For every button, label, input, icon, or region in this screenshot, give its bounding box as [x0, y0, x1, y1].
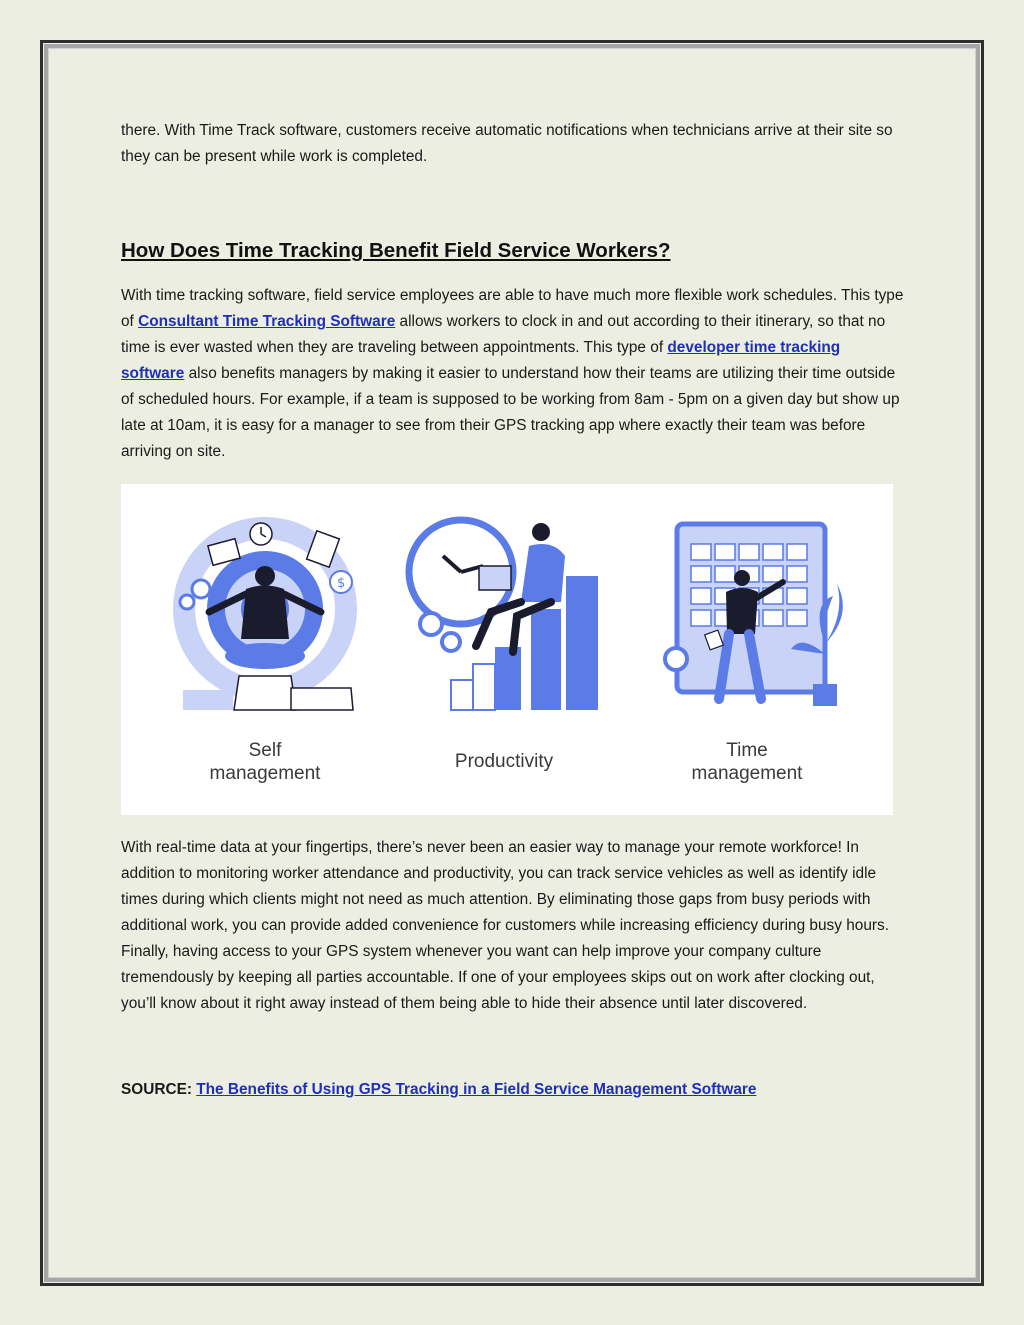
caption-time-management	[647, 739, 847, 785]
source-line	[121, 1077, 906, 1103]
caption-time-management-line1: Time	[726, 740, 768, 761]
consultant-time-tracking-link[interactable]: Consultant Time Tracking Software	[138, 313, 396, 330]
time-management-illustration	[121, 484, 893, 815]
intro-paragraph: there. With Time Track software, customers receive automatic notifications when technicians arrive at their site so they can be present while work is completed.	[121, 122, 893, 165]
benefits-text-3: also benefits managers by making it easier to understand how their teams are utilizing their time outside of scheduled hours. For example, if a team is supposed to be working from 8am - 5pm on a given day but show up late at 10am, it is easy for a manager to see from their GPS tracking app where exactly their team was before arriving on site.	[121, 365, 900, 460]
benefits-paragraph	[121, 283, 906, 465]
realtime-data-paragraph: With real-time data at your fingertips, there’s never been an easier way to manage your remote workforce! In addition to monitoring worker attendance and productivity, you can track service vehicles as well as identify idle times during which clients might not need as much attention. By eliminating those gaps from busy periods with additional work, you can provide added convenience for customers while increasing efficiency during busy hours. Finally, having access to your GPS system whenever you want can help improve your company culture tremendously by keeping all parties accountable. If one of your employees skips out on work after clocking out, you’ll know about it right away instead of them being able to hide their absence until later discovered.	[121, 839, 889, 1012]
caption-self-management	[165, 739, 365, 785]
time-management-calendar-illustration	[665, 524, 843, 706]
caption-self-management-line2: management	[209, 763, 321, 784]
section-heading: How Does Time Tracking Benefit Field Service Workers?	[121, 239, 671, 262]
self-management-illustration	[173, 517, 357, 710]
svg-text:$: $	[337, 576, 346, 591]
benefits-text-2: allows workers to clock in and out according to their itinerary, so that no time is ever wasted when they are traveling between appointments. This type of	[121, 313, 886, 356]
caption-productivity-line1: Productivity	[454, 751, 554, 772]
document-content	[121, 118, 906, 1103]
developer-time-tracking-link[interactable]: developer time tracking software	[121, 339, 841, 382]
caption-productivity	[404, 750, 604, 773]
caption-self-management-line1: Self	[248, 740, 282, 761]
source-label: SOURCE:	[121, 1081, 197, 1098]
productivity-illustration	[409, 520, 598, 710]
caption-time-management-line2: management	[691, 763, 803, 784]
benefits-text-1: With time tracking software, field service employees are able to have much more flexible work schedules. This type of	[121, 287, 904, 330]
source-link[interactable]: The Benefits of Using GPS Tracking in a Field Service Management Software	[196, 1081, 757, 1098]
